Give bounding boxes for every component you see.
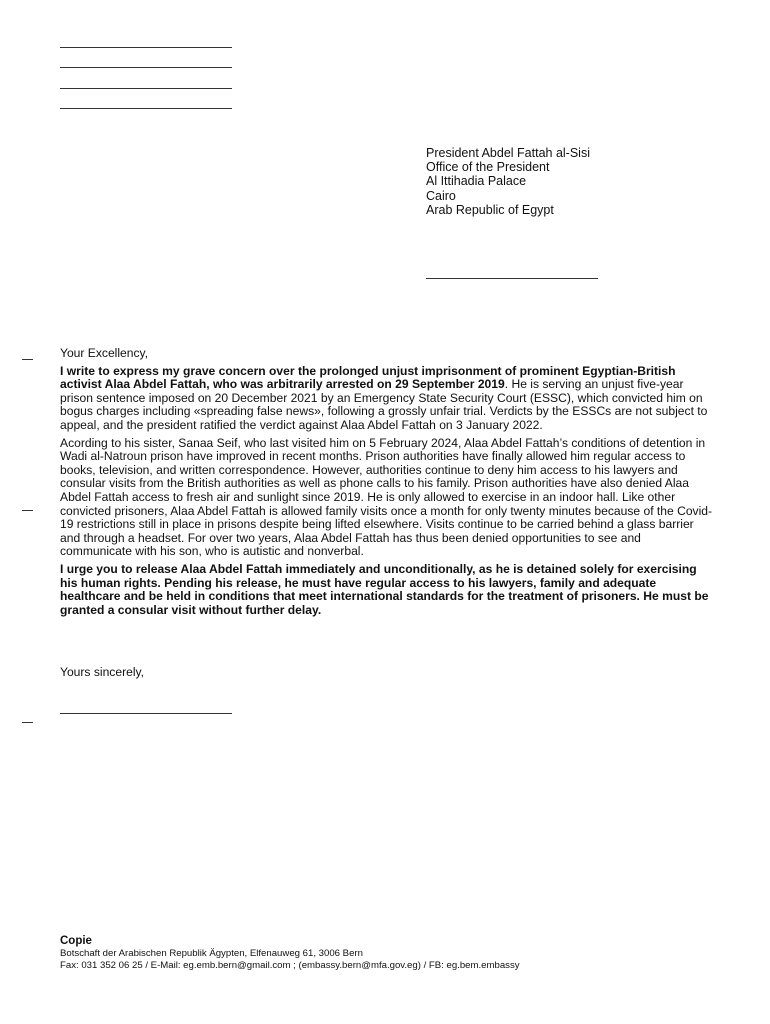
fold-mark-top [22,359,33,360]
footer [60,934,520,972]
sender-line-2 [60,67,232,68]
fold-mark-bottom [22,722,33,723]
signature-line [60,713,232,714]
paragraph-3: I urge you to release Alaa Abdel Fattah immediately and unconditionally, as he is detained solely for exercising his human rights. Pending his release, he must have regular access to his lawyers, family and adequate healthcare and be held in conditions that meet international standards for the treatment of prisoners. He must be granted a consular visit without further delay. [60,561,709,617]
paragraph-2: Acording to his sister, Sanaa Seif, who last visited him on 5 February 2024, Alaa Abdel Fattah’s conditions of detention in Wadi al-Natroun prison have improved in recent months. Prison authorities have finally allowed him regular access to books, television, and written correspondence. However, authorities continue to deny him access to his lawyers and consular visits from the British authorities as well as phone calls to his family. Prison authorities have also denied Alaa Abdel Fattah access to fresh air and sunlight since 2019. He is only allowed to exercise in an indoor hall. Like other convicted prisoners, Alaa Abdel Fattah is allowed family visits once a month for only twenty minutes because of the Covid-19 restrictions still in place in prisons despite being lifted elsewhere. Visits continue to be carried behind a glass barrier and through a headset. For over two years, Alaa Abdel Fattah has thus been denied opportunities to see and communicate with his son, who is autistic and nonverbal. [60,435,713,559]
footer-contact: Fax: 031 352 06 25 / E-Mail: eg.emb.bern@gmail.com ; (embassy.bern@mfa.gov.eg) / FB: eg.bem.embassy [60,960,520,971]
recipient-line: President Abdel Fattah al-Sisi [426,146,590,160]
recipient-line: Al Ittihadia Palace [426,174,527,189]
date-line [426,278,598,279]
paragraph-1-rest: . He is serving an unjust five-year prison sentence imposed on 20 December 2021 by an Emergency State Security Court (ESSC), which convicted him on bogus charges including «spreading false news», following a grossly unfair trial. Verdicts by the ESSCs are not subject to appeal, and the president ratified the verdict against Alaa Abdel Fattah on 3 January 2022. [60,377,708,432]
sender-line-3 [60,88,232,89]
fold-mark-middle [22,510,33,511]
sender-line-1 [60,47,232,48]
paragraph-1 [60,365,716,433]
recipient-address [426,146,590,217]
salutation: Your Excellency, [60,346,149,360]
paragraph-1-bold: I write to express my grave concern over the prolonged unjust imprisonment of prominent Egyptian-British activist Alaa Abdel Fattah, who was arbitrarily arrested on 29 September 2019 [60,363,676,392]
recipient-line: Arab Republic of Egypt [426,202,554,217]
closing: Yours sincerely, [60,665,145,679]
recipient-line: Office of the President [426,160,550,175]
recipient-line: Cairo [426,188,456,203]
footer-address: Botschaft der Arabischen Republik Ägypten, Elfenauweg 61, 3006 Bern [60,948,363,959]
footer-title: Copie [60,935,92,947]
sender-line-4 [60,108,232,109]
letter-body [60,347,716,621]
